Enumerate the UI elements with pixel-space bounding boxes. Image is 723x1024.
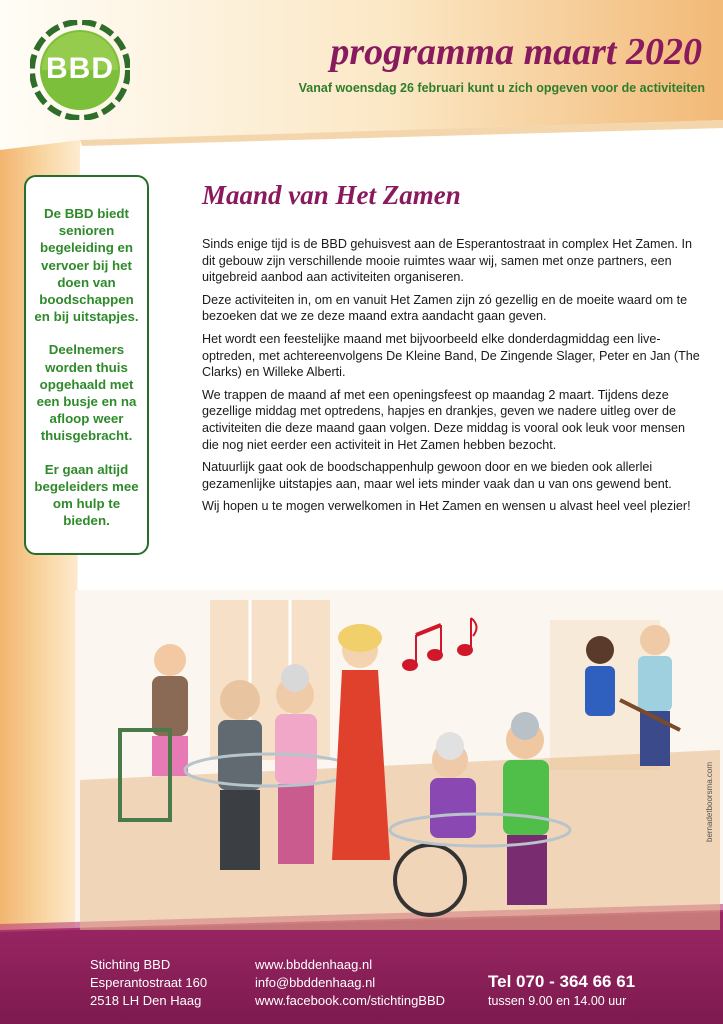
footer-telephone: Tel 070 - 364 66 61	[488, 972, 636, 991]
footer-website-link[interactable]: www.bbddenhaag.nl	[255, 957, 373, 972]
article-paragraph: Wij hopen u te mogen verwelkomen in Het Zamen en wensen u alvast heel veel plezier!	[202, 499, 691, 514]
footer-email-link[interactable]: info@bbddenhaag.nl	[255, 975, 376, 990]
article-paragraph: Het wordt een feestelijke maand met bijvoorbeeld elke donderdagmiddag een live-optreden, met achtereenvolgens De Kleine Band, De Zingende Slager, Peter en Jan (The Clarks) en Willeke Alberti.	[202, 331, 700, 380]
page-title: programma maart 2020	[330, 31, 702, 73]
footer-contact	[488, 972, 635, 1010]
footer-web	[255, 956, 445, 1010]
article-paragraph: We trappen de maand af met een openingsfeest op maandag 2 maart. Tijdens deze gezellige middag met optredens, hapjes en drankjes, geven we nadere uitleg over de activiteiten die deze maand gaan volgen. Deze middag is vooral ook leuk voor mensen die nog niet eerder een activiteit in Het Zamen hebben bezocht.	[202, 387, 686, 452]
illustration-credit: bernadetboorsma.com	[705, 761, 714, 842]
article-paragraph: Sinds enige tijd is de BBD gehuisvest aan de Esperantostraat in complex Het Zamen. In dit gebouw zijn verschillende mooie ruimtes waar wij, samen met onze partners, een uitgebreid aanbod aan activiteiten organiseren.	[202, 237, 693, 285]
footer-address-line: 2518 LH Den Haag	[90, 993, 202, 1008]
article-heading: Maand van Het Zamen	[202, 180, 461, 210]
footer-facebook-link[interactable]: www.facebook.com/stichtingBBD	[255, 993, 446, 1008]
footer-address-line: Esperantostraat 160	[90, 975, 208, 990]
footer-address	[90, 956, 207, 1010]
sidebar-paragraph: De BBD biedt senioren begeleiding en vervoer bij het doen van boodschappen en bij uitstapjes.	[34, 206, 139, 325]
sidebar-paragraph: Deelnemers worden thuis opgehaald met een busje en na afloop weer thuisgebracht.	[36, 342, 137, 444]
footer-hours: tussen 9.00 en 14.00 uur	[488, 994, 627, 1008]
page-subtitle: Vanaf woensdag 26 februari kunt u zich opgeven voor de activiteiten	[298, 81, 705, 95]
footer-address-line: Stichting BBD	[90, 957, 171, 972]
dancing-seniors-illustration	[80, 580, 720, 930]
sidebar-info-box	[24, 175, 149, 555]
logo-text: BBD	[46, 52, 114, 85]
article-paragraph: Deze activiteiten in, om en vanuit Het Zamen zijn zó gezellig en de moeite waard om te bezoeken dat we ze deze maand extra aandacht gaan geven.	[202, 292, 688, 324]
article-paragraph: Natuurlijk gaat ook de boodschappenhulp gewoon door en we bieden ook allerlei gezamenlijke uitstapjes aan, maar wel iets minder vaak dan u van ons gewend bent.	[202, 460, 672, 491]
sidebar-paragraph: Er gaan altijd begeleiders mee om hulp te bieden.	[34, 461, 139, 529]
article-body	[202, 236, 702, 521]
